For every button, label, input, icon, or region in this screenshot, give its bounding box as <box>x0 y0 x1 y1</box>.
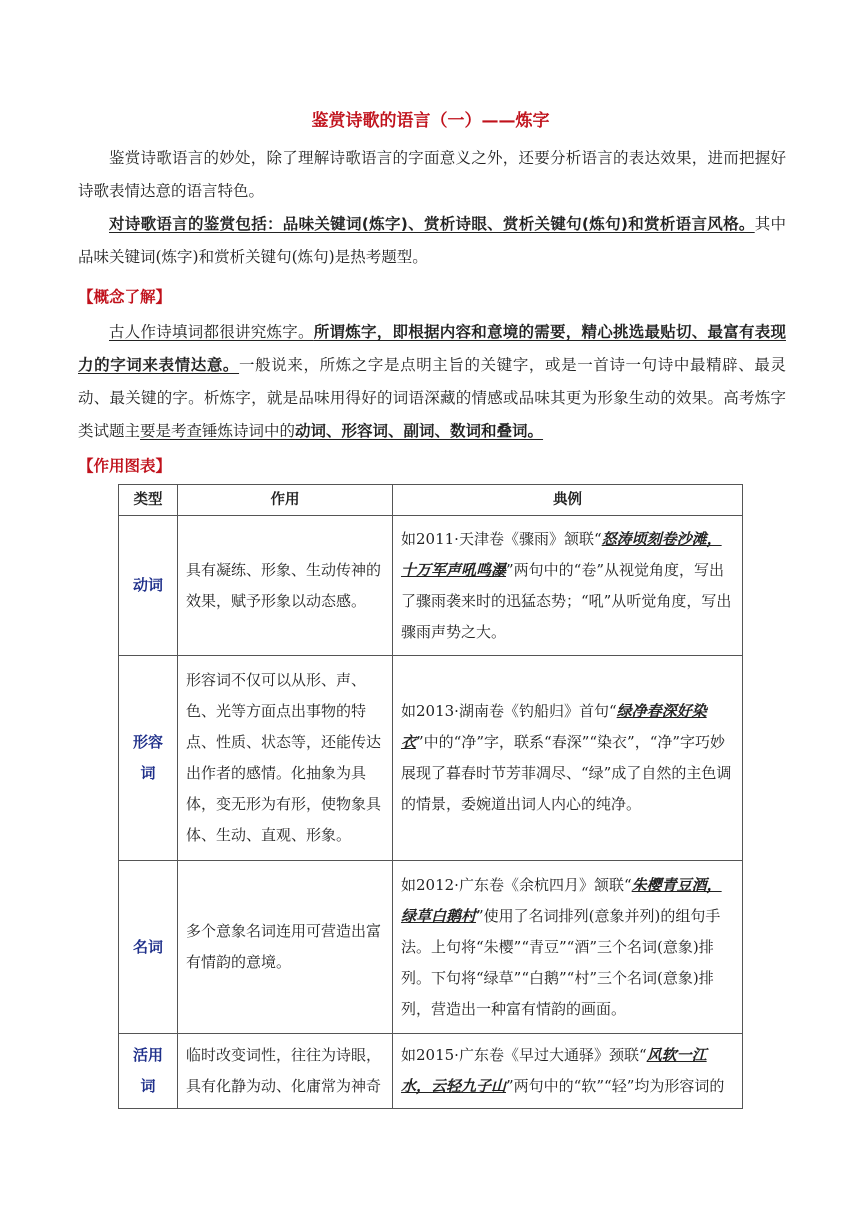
row-example <box>393 656 743 861</box>
function-table <box>118 484 743 1109</box>
scope-bold-text: 对诗歌语言的鉴赏包括：品味关键词(炼字)、赏析诗眼、赏析关键句(炼句)和赏析语言风格。 <box>109 215 755 233</box>
example-prefix: 如2012·广东卷《余杭四月》颔联“ <box>401 875 632 894</box>
concept-paragraph <box>78 316 786 448</box>
row-effect: 形容词不仅可以从形、声、色、光等方面点出事物的特点、性质、状态等，还能传达出作者的感情。化抽象为具体，变无形为有形，使物象具体、生动、直观、形象。 <box>178 656 393 861</box>
example-quote: 绿净春深好染衣 <box>401 702 707 751</box>
example-quote: 怒涛顷刻卷沙滩，十万军声吼鸣瀑 <box>401 529 722 579</box>
concept-definition-text: 所谓炼字，即根据内容和意境的需要，精心挑选最贴切、最富有表现力的字词来表情达意。 <box>78 323 786 374</box>
row-type: 名词 <box>119 861 178 1034</box>
row-effect: 多个意象名词连用可营造出富有情韵的意境。 <box>178 861 393 1034</box>
example-prefix: 如2013·湖南卷《钓船归》首句“ <box>401 702 617 720</box>
example-suffix: ”两句中的“卷”从视觉角度，写出了骤雨袭来时的迅猛态势；“吼”从听觉角度，写出骤雨声势之大。 <box>401 560 732 641</box>
scope-paragraph <box>78 208 786 274</box>
table-header-row <box>119 485 743 516</box>
table-heading: 【作用图表】 <box>78 457 172 475</box>
table-row <box>119 861 743 1034</box>
row-type: 形容词 <box>119 656 178 861</box>
example-prefix: 如2011·天津卷《骤雨》颔联“ <box>401 529 602 548</box>
row-type: 动词 <box>119 516 178 656</box>
concept-bold-end: 动词、形容词、副词、数词和叠词。 <box>295 422 544 440</box>
example-suffix: ”中的“净”字，联系“春深”“染衣”，“净”字巧妙展现了暮春时节芳菲凋尽、“绿”成了自然的主色调的情景，委婉道出词人内心的纯净。 <box>401 733 732 813</box>
example-quote: 风软一江水，云轻九子山 <box>401 1046 707 1095</box>
concept-underlined-end: 要是考查锤炼诗词中的 <box>140 422 296 440</box>
header-effect: 作用 <box>178 485 393 516</box>
example-quote: 朱樱青豆酒，绿草白鹅村 <box>401 875 722 925</box>
page-title: 鉴赏诗歌的语言（一）——炼字 <box>311 111 550 131</box>
header-example: 典例 <box>393 485 743 516</box>
table-row <box>119 516 743 656</box>
example-suffix: ”两句中的“软”“轻”均为形容词的 <box>506 1077 725 1095</box>
concept-underlined-text: 古人作诗填词都很讲究炼字。 <box>109 323 314 341</box>
row-example <box>393 861 743 1034</box>
table-row <box>119 656 743 861</box>
example-suffix: ”使用了名词排列(意象并列)的组句手法。上句将“朱樱”“青豆”“酒”三个名词(意象)排列。下句将“绿草”“白鹅”“村”三个名词(意象)排列，营造出一种富有情韵的画面。 <box>401 906 721 1018</box>
row-effect: 具有凝练、形象、生动传神的效果，赋予形象以动态感。 <box>178 516 393 656</box>
row-example <box>393 1034 743 1109</box>
table-row <box>119 1034 743 1109</box>
example-prefix: 如2015·广东卷《早过大通驿》颈联“ <box>401 1046 647 1064</box>
header-type: 类型 <box>119 485 178 516</box>
intro-paragraph: 鉴赏诗歌语言的妙处，除了理解诗歌语言的字面意义之外，还要分析语言的表达效果，进而把握好诗歌表情达意的语言特色。 <box>78 149 786 200</box>
row-effect: 临时改变词性，往往为诗眼，具有化静为动、化庸常为神奇 <box>178 1034 393 1109</box>
row-example <box>393 516 743 656</box>
row-type: 活用词 <box>119 1034 178 1109</box>
concept-heading: 【概念了解】 <box>78 288 172 306</box>
concept-plain-text: 一般说来，所炼之字是点明主旨的关键字，或是一首诗一句诗中最精辟、最灵动、最关键的字。析炼字，就是品味用得好的词语深藏的情感或品味其更为形象生动的效果。高考炼字类试题主 <box>78 356 786 440</box>
scope-rest-text: 其中品味关键词(炼字)和赏析关键句(炼句)是热考题型。 <box>78 215 786 266</box>
